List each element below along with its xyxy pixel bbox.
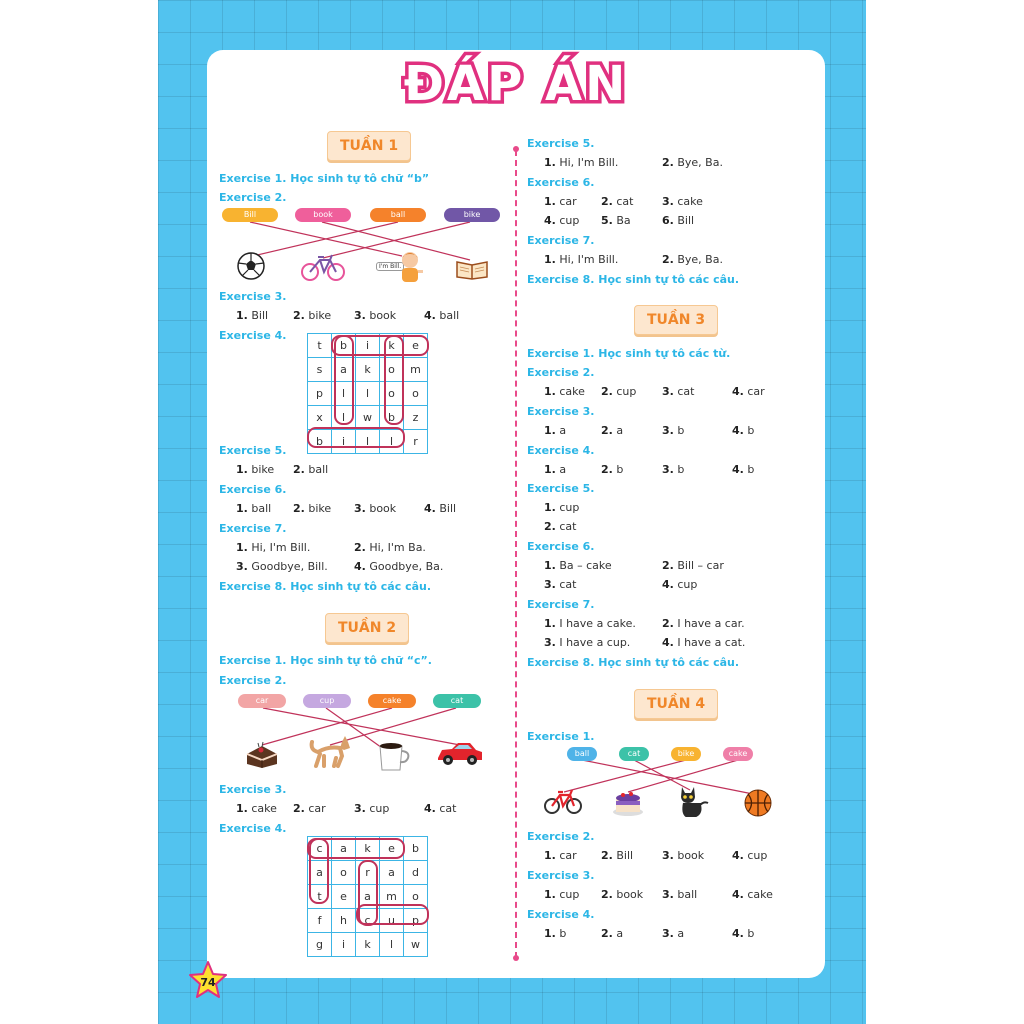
w2-grid-cell: c [356, 909, 380, 933]
w1-ex6: Exercise 6. [219, 483, 287, 496]
w1-pill-1: Bill [222, 208, 278, 222]
w4-ex3: Exercise 3. [527, 869, 595, 882]
w1-ex6-a1: 1. ball [236, 502, 272, 515]
w2-pill-1: car [238, 694, 286, 708]
w2-ex6-a4: 4. cup [544, 214, 580, 227]
w1-ex6-a4: 4. Bill [424, 502, 457, 515]
cat-icon-2 [674, 783, 712, 819]
w2-grid-cell: c [308, 837, 332, 861]
bike-icon-2 [543, 786, 583, 816]
w1-grid-cell: t [308, 334, 332, 358]
w1-ex3-a2: 2. bike [293, 309, 332, 322]
w1-ex8: Exercise 8. Học sinh tự tô các câu. [219, 580, 432, 593]
w2-pill-2: cup [303, 694, 351, 708]
w4-ex3-a4: 4. cake [732, 888, 773, 901]
w3-ex6-a1: 1. Ba – cake [544, 559, 612, 572]
w1-ex6-a2: 2. bike [293, 502, 332, 515]
w2-ex3-a4: 4. cat [424, 802, 457, 815]
w3-ex2-a4: 4. car [732, 385, 765, 398]
w1-grid-cell: o [380, 358, 404, 382]
w1-grid-cell: l [332, 382, 356, 406]
week-3-heading: TUẦN 3 [634, 305, 718, 335]
w3-ex4-a3: 3. b [662, 463, 685, 476]
w2-ex3-a1: 1. cake [236, 802, 277, 815]
w3-ex4-a2: 2. b [601, 463, 624, 476]
w2-ex1: Exercise 1. Học sinh tự tô chữ “c”. [219, 654, 432, 667]
w2-pill-4: cat [433, 694, 481, 708]
w3-ex5-a2: 2. cat [544, 520, 577, 533]
w4-ex2: Exercise 2. [527, 830, 595, 843]
w2-grid-cell: f [308, 909, 332, 933]
w2-ex6-a6: 6. Bill [662, 214, 695, 227]
w2-grid-cell: p [404, 909, 428, 933]
w4-ex1: Exercise 1. [527, 730, 595, 743]
w4-ex2-a3: 3. book [662, 849, 705, 862]
w2-pill-3: cake [368, 694, 416, 708]
w1-grid-cell: k [380, 334, 404, 358]
w2-ex6: Exercise 6. [527, 176, 595, 189]
w1-ex3-a1: 1. Bill [236, 309, 269, 322]
w2-grid-cell: m [380, 885, 404, 909]
w2-grid-cell: e [380, 837, 404, 861]
w1-pill-2: book [295, 208, 351, 222]
w2-grid-cell: t [308, 885, 332, 909]
w1-grid-cell: l [332, 406, 356, 430]
w3-ex2-a2: 2. cup [601, 385, 637, 398]
w1-pill-4: bike [444, 208, 500, 222]
w1-ex5-a1: 1. bike [236, 463, 275, 476]
w3-ex2-a1: 1. cake [544, 385, 585, 398]
w4-ex3-a2: 2. book [601, 888, 644, 901]
w2-grid-cell: r [356, 861, 380, 885]
page-number: 74 [200, 976, 216, 989]
w4-ex3-a1: 1. cup [544, 888, 580, 901]
w1-grid-cell: o [380, 382, 404, 406]
w1-grid-cell: b [308, 430, 332, 454]
w2-grid-cell: d [404, 861, 428, 885]
w2-grid-cell: g [308, 933, 332, 957]
w4-ex4-a2: 2. a [601, 927, 624, 940]
w3-ex7: Exercise 7. [527, 598, 595, 611]
w1-grid-cell: b [332, 334, 356, 358]
w1-ex4: Exercise 4. [219, 329, 287, 342]
w4-pill-2: cat [619, 747, 649, 761]
w2-grid-cell: u [380, 909, 404, 933]
w2-ex7-a1: 1. Hi, I'm Bill. [544, 253, 619, 266]
w3-ex7-a4: 4. I have a cat. [662, 636, 746, 649]
w1-grid-cell: k [356, 358, 380, 382]
w2-grid-cell: w [404, 933, 428, 957]
w2-ex3: Exercise 3. [219, 783, 287, 796]
w4-pill-4: cake [723, 747, 753, 761]
w4-ex4-a4: 4. b [732, 927, 755, 940]
w1-ex5: Exercise 5. [219, 444, 287, 457]
w4-pill-1: ball [567, 747, 597, 761]
w2-ex7: Exercise 7. [527, 234, 595, 247]
w2-grid-cell: h [332, 909, 356, 933]
week-4-heading: TUẦN 4 [634, 689, 718, 719]
w3-ex3-a3: 3. b [662, 424, 685, 437]
w2-ex5: Exercise 5. [527, 137, 595, 150]
w1-grid-cell: o [404, 382, 428, 406]
w1-grid-cell: s [308, 358, 332, 382]
w1-grid-cell: e [404, 334, 428, 358]
w1-pill-3: ball [370, 208, 426, 222]
w2-grid-cell: o [332, 861, 356, 885]
w2-grid-cell: i [332, 933, 356, 957]
w2-grid-cell: k [356, 933, 380, 957]
w2-grid-cell: e [332, 885, 356, 909]
page-number-star-icon [188, 960, 228, 1000]
w1-ex6-a3: 3. book [354, 502, 397, 515]
w3-ex6-a4: 4. cup [662, 578, 698, 591]
w4-ex2-a4: 4. cup [732, 849, 768, 862]
w2-ex8: Exercise 8. Học sinh tự tô các câu. [527, 273, 740, 286]
w3-ex1: Exercise 1. Học sinh tự tô các từ. [527, 347, 731, 360]
w1-grid-cell: z [404, 406, 428, 430]
w4-ex2-a2: 2. Bill [601, 849, 634, 862]
w1-ex2: Exercise 2. [219, 191, 287, 204]
w3-ex3-a2: 2. a [601, 424, 624, 437]
w1-ex7: Exercise 7. [219, 522, 287, 535]
w3-ex7-a2: 2. I have a car. [662, 617, 745, 630]
w1-grid-cell: w [356, 406, 380, 430]
w4-ex2-a1: 1. car [544, 849, 577, 862]
w3-ex3: Exercise 3. [527, 405, 595, 418]
w3-ex4-a1: 1. a [544, 463, 567, 476]
cake-icon-2 [612, 786, 644, 818]
w1-grid-cell: i [332, 430, 356, 454]
w2-grid-cell: l [380, 933, 404, 957]
w1-grid-cell: b [380, 406, 404, 430]
week-1-heading: TUẦN 1 [327, 131, 411, 161]
w2-grid-cell: a [356, 885, 380, 909]
w3-ex2: Exercise 2. [527, 366, 595, 379]
w1-ex3-a4: 4. ball [424, 309, 460, 322]
w1-grid-cell: l [356, 382, 380, 406]
w1-ex7-a2: 2. Hi, I'm Ba. [354, 541, 426, 554]
w4-ex4-a1: 1. b [544, 927, 567, 940]
w1-ex1: Exercise 1. Học sinh tự tô chữ “b” [219, 172, 430, 185]
w1-grid-cell: l [356, 430, 380, 454]
w3-ex4-a4: 4. b [732, 463, 755, 476]
w2-grid-cell: o [404, 885, 428, 909]
w2-grid-cell: a [380, 861, 404, 885]
boy-caption: I'm Bill. [376, 262, 404, 271]
w2-ex3-a2: 2. car [293, 802, 326, 815]
w1-grid-cell: m [404, 358, 428, 382]
w3-ex7-a3: 3. I have a cup. [544, 636, 631, 649]
w2-ex4: Exercise 4. [219, 822, 287, 835]
w1-grid-cell: p [308, 382, 332, 406]
w2-grid-cell: b [404, 837, 428, 861]
w4-ex4-a3: 3. a [662, 927, 685, 940]
w4-ex4: Exercise 4. [527, 908, 595, 921]
w2-ex6-a1: 1. car [544, 195, 577, 208]
w3-ex5-a1: 1. cup [544, 501, 580, 514]
w4-pill-3: bike [671, 747, 701, 761]
w2-ex3-a3: 3. cup [354, 802, 390, 815]
w3-ex8: Exercise 8. Học sinh tự tô các câu. [527, 656, 740, 669]
w2-ex6-a2: 2. cat [601, 195, 634, 208]
w1-grid-cell: a [332, 358, 356, 382]
w3-ex6-a3: 3. cat [544, 578, 577, 591]
w2-ex5-a1: 1. Hi, I'm Bill. [544, 156, 619, 169]
w1-ex7-a4: 4. Goodbye, Ba. [354, 560, 444, 573]
w3-ex3-a1: 1. a [544, 424, 567, 437]
w2-ex6-a5: 5. Ba [601, 214, 631, 227]
w2-grid-cell: a [308, 861, 332, 885]
w3-ex3-a4: 4. b [732, 424, 755, 437]
w2-ex5-a2: 2. Bye, Ba. [662, 156, 723, 169]
w1-ex3-a3: 3. book [354, 309, 397, 322]
w2-ex7-a2: 2. Bye, Ba. [662, 253, 723, 266]
w3-ex2-a3: 3. cat [662, 385, 695, 398]
w2-ex2: Exercise 2. [219, 674, 287, 687]
w1-ex7-a3: 3. Goodbye, Bill. [236, 560, 328, 573]
w3-ex6-a2: 2. Bill – car [662, 559, 724, 572]
w1-grid-cell: r [404, 430, 428, 454]
w2-grid-cell: k [356, 837, 380, 861]
w2-grid-cell: a [332, 837, 356, 861]
basketball-icon [743, 788, 773, 818]
w1-ex3: Exercise 3. [219, 290, 287, 303]
w4-ex3-a3: 3. ball [662, 888, 698, 901]
w3-ex7-a1: 1. I have a cake. [544, 617, 636, 630]
w1-grid-cell: x [308, 406, 332, 430]
w3-ex5: Exercise 5. [527, 482, 595, 495]
w1-ex7-a1: 1. Hi, I'm Bill. [236, 541, 311, 554]
w3-ex6: Exercise 6. [527, 540, 595, 553]
page-title: ĐÁP ÁN [403, 56, 629, 112]
week-2-heading: TUẦN 2 [325, 613, 409, 643]
w1-ex5-a2: 2. ball [293, 463, 329, 476]
w1-grid-cell: i [356, 334, 380, 358]
w3-ex4: Exercise 4. [527, 444, 595, 457]
w2-ex6-a3: 3. cake [662, 195, 703, 208]
w1-grid-cell: l [380, 430, 404, 454]
